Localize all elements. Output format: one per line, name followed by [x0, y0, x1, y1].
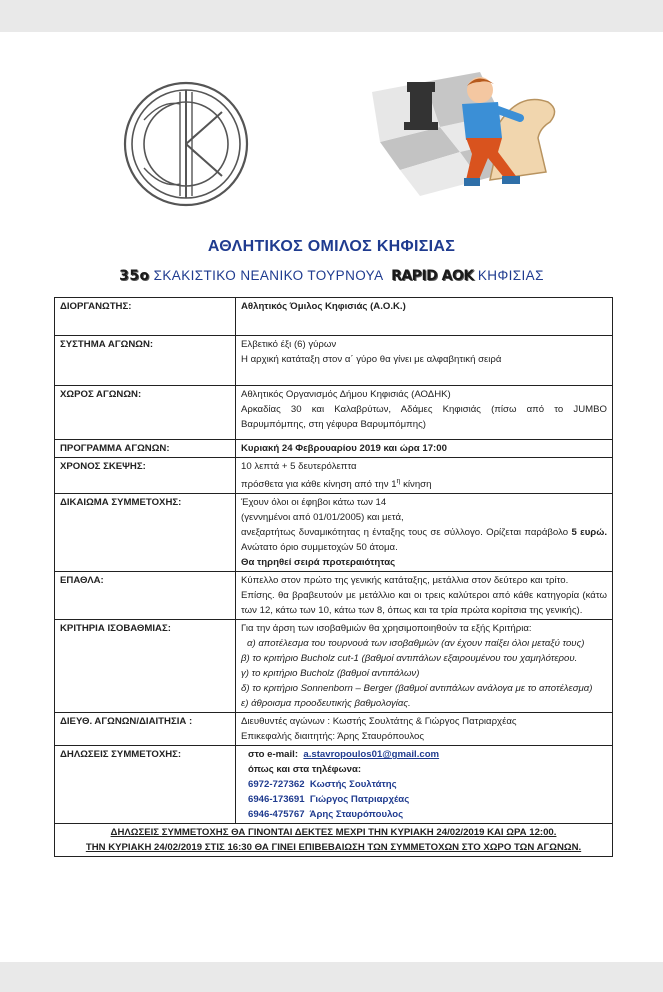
tournament-info-table [54, 297, 613, 857]
edition-number: 35ο [119, 268, 150, 284]
phone-contact-name: Άρης Σταυρόπουλος [309, 809, 404, 821]
row-value [236, 620, 613, 713]
venue-line-1: Αθλητικός Οργανισμός Δήμου Κηφισιάς (ΑΟΔΗΚ) [241, 389, 451, 400]
phone-number[interactable]: 6946-173691 [248, 794, 305, 806]
eligibility-text: ανεξαρτήτως δυναμικότητας η ένταξης τους σε σύλλογο. Ορίζεται παράβολο [241, 527, 572, 539]
phone-line [248, 807, 607, 822]
venue-line-2: Αρκαδίας 30 και Καλαβρύτων, Αδάμες Κηφισιάς (πίσω από το JUMBO Βαρυμπόμπης, στη γέφυρα Βαρυμπόμπης) [241, 404, 607, 430]
direction-line-2: Επικεφαλής διαιτητής: Άρης Σταυρόπουλος [241, 731, 424, 743]
eligibility-line-2: (γεννημένοι από 01/01/2005) και μετά, [241, 512, 404, 524]
row-value: Κυριακή 24 Φεβρουαρίου 2019 και ώρα 17:00 [236, 440, 613, 458]
table-row-direction [55, 713, 613, 746]
eligibility-max: Ανώτατο όριο συμμετοχών 50 άτομα. [241, 542, 398, 554]
row-value [236, 336, 613, 386]
tiebreak-item: α) αποτέλεσμα του τουρνουά των ισοβαθμιών (αν έχουν παίξει όλοι μεταξύ τους) [247, 638, 585, 650]
footer-line-1: ΔΗΛΩΣΕΙΣ ΣΥΜΜΕΤΟΧΗΣ ΘΑ ΓΙΝΟΝΤΑΙ ΔΕΚΤΕΣ ΜΕΧΡΙ ΤΗΝ ΚΥΡΙΑΚΗ 24/02/2019 ΚΑΙ ΩΡΑ 12:00. [110, 827, 557, 839]
row-value: Αθλητικός Όμιλος Κηφισιάς (Α.Ο.Κ.) [236, 298, 613, 336]
system-line-1: Ελβετικό έξι (6) γύρων [241, 339, 337, 350]
tournament-title-text: ΣΚΑΚΙΣΤΙΚΟ ΝΕΑΝΙΚΟ ΤΟΥΡΝΟΥΑ [153, 268, 383, 283]
time-line-2-end: κίνηση [400, 479, 432, 491]
document-page [0, 32, 663, 962]
tiebreak-item: γ) το κριτήριο Bucholz (βαθμοί αντιπάλων) [241, 668, 420, 680]
table-row-registration [55, 746, 613, 824]
time-line-2-text: πρόσθετα για κάθε κίνηση από την 1 [241, 479, 397, 491]
row-value [236, 494, 613, 572]
phone-number[interactable]: 6946-475767 [248, 809, 305, 821]
direction-line-1: Διευθυντές αγώνων : Κωστής Σουλτάτης & Γιώργος Πατριαρχέας [241, 716, 517, 728]
prizes-line-1: Κύπελλο στον πρώτο της γενικής κατάταξης, μετάλλια στον δεύτερο και τρίτο. [241, 575, 569, 587]
phone-line [248, 792, 607, 807]
row-label: ΣΥΣΤΗΜΑ ΑΓΩΝΩΝ: [55, 336, 236, 386]
phones-intro: όπως και στα τηλέφωνα: [248, 764, 362, 776]
row-label: ΧΩΡΟΣ ΑΓΩΝΩΝ: [55, 386, 236, 440]
row-label: ΔΙΕΥΘ. ΑΓΩΝΩΝ/ΔΙΑΙΤΗΣΙΑ : [55, 713, 236, 746]
row-value [236, 713, 613, 746]
tiebreaks-intro: Για την άρση των ισοβαθμιών θα χρησιμοποιηθούν τα εξής Κριτήρια: [241, 623, 532, 635]
eligibility-line-1: Έχουν όλοι οι έφηβοι κάτω των 14 [241, 497, 387, 509]
phone-contact-name: Γιώργος Πατριαρχέας [309, 794, 410, 806]
table-row-time-control [55, 458, 613, 494]
tournament-location: ΚΗΦΙΣΙΑΣ [477, 268, 544, 283]
time-line-1: 10 λεπτά + 5 δευτερόλεπτα [241, 461, 357, 472]
eligibility-line-3 [241, 525, 607, 555]
club-logo-icon [122, 80, 250, 208]
tiebreak-item: δ) το κριτήριο Sonnenborn – Berger (βαθμοί αντιπάλων ανάλογα με το αποτέλεσμα) [241, 683, 593, 695]
table-row-venue [55, 386, 613, 440]
eligibility-line-4: Θα τηρηθεί σειρά προτεραιότητας [241, 557, 396, 569]
time-line-2-sup: η [396, 478, 401, 485]
footer-notice [55, 824, 613, 857]
row-label: ΕΠΑΘΛΑ: [55, 572, 236, 620]
row-label: ΔΗΛΩΣΕΙΣ ΣΥΜΜΕΤΟΧΗΣ: [55, 746, 236, 824]
tournament-title [0, 268, 663, 284]
boy-chess-knight-illustration [370, 72, 570, 196]
row-label: ΔΙΚΑΙΩΜΑ ΣΥΜΜΕΤΟΧΗΣ: [55, 494, 236, 572]
row-label: ΔΙΟΡΓΑΝΩΤΗΣ: [55, 298, 236, 336]
club-name-title: ΑΘΛΗΤΙΚΟΣ ΟΜΙΛΟΣ ΚΗΦΙΣΙΑΣ [207, 238, 456, 255]
prizes-line-2: Επίσης. θα βραβευτούν με μετάλλιο και οι τρεις καλύτεροι από κάθε κατηγορία (κάτω των 12, κάτω των 10, κάτω των 8, όπως και τα τρία πρώτα κορίτσια της γενικής). [241, 590, 607, 617]
table-row-eligibility [55, 494, 613, 572]
footer-line-2: ΤΗΝ ΚΥΡΙΑΚΗ 24/02/2019 ΣΤΙΣ 16:30 ΘΑ ΓΙΝΕΙ ΕΠΙΒΕΒΑΙΩΣΗ ΤΩΝ ΣΥΜΜΕΤΟΧΩΝ ΣΤΟ ΧΩΡΟ ΤΩΝ ΑΓΩΝΩΝ. [85, 842, 582, 854]
row-label: ΠΡΟΓΡΑΜΜΑ ΑΓΩΝΩΝ: [55, 440, 236, 458]
row-label: ΧΡΟΝΟΣ ΣΚΕΨΗΣ: [55, 458, 236, 494]
rapid-aok-wordart: RAPID AOK [391, 268, 474, 284]
email-line [248, 747, 607, 762]
row-label: ΚΡΙΤΗΡΙΑ ΙΣΟΒΑΘΜΙΑΣ: [55, 620, 236, 713]
table-row-prizes [55, 572, 613, 620]
time-line-2 [241, 474, 607, 492]
row-value [236, 458, 613, 494]
tiebreak-item: ε) άθροισμα προοδευτικής βαθμολογίας. [241, 698, 411, 710]
table-row-system [55, 336, 613, 386]
table-row-tiebreaks [55, 620, 613, 713]
phone-contact-name: Κωστής Σουλτάτης [309, 779, 397, 791]
phone-number[interactable]: 6972-727362 [248, 779, 305, 791]
system-line-2: Η αρχική κατάταξη στον α΄ γύρο θα γίνει με αλφαβητική σειρά [241, 354, 502, 365]
row-value [236, 572, 613, 620]
row-value [236, 746, 613, 824]
row-value [236, 386, 613, 440]
email-link[interactable]: a.stavropoulos01@gmail.com [303, 749, 440, 761]
table-row-schedule [55, 440, 613, 458]
phone-line [248, 777, 607, 792]
table-row-organizer [55, 298, 613, 336]
email-prefix: στο e-mail: [248, 749, 299, 761]
entry-fee: 5 ευρώ. [571, 527, 607, 539]
tiebreak-item: β) το κριτήριο Bucholz cut-1 (βαθμοί αντιπάλων εξαιρουμένου του χαμηλότερου. [241, 653, 578, 665]
table-row-footer [55, 824, 613, 857]
